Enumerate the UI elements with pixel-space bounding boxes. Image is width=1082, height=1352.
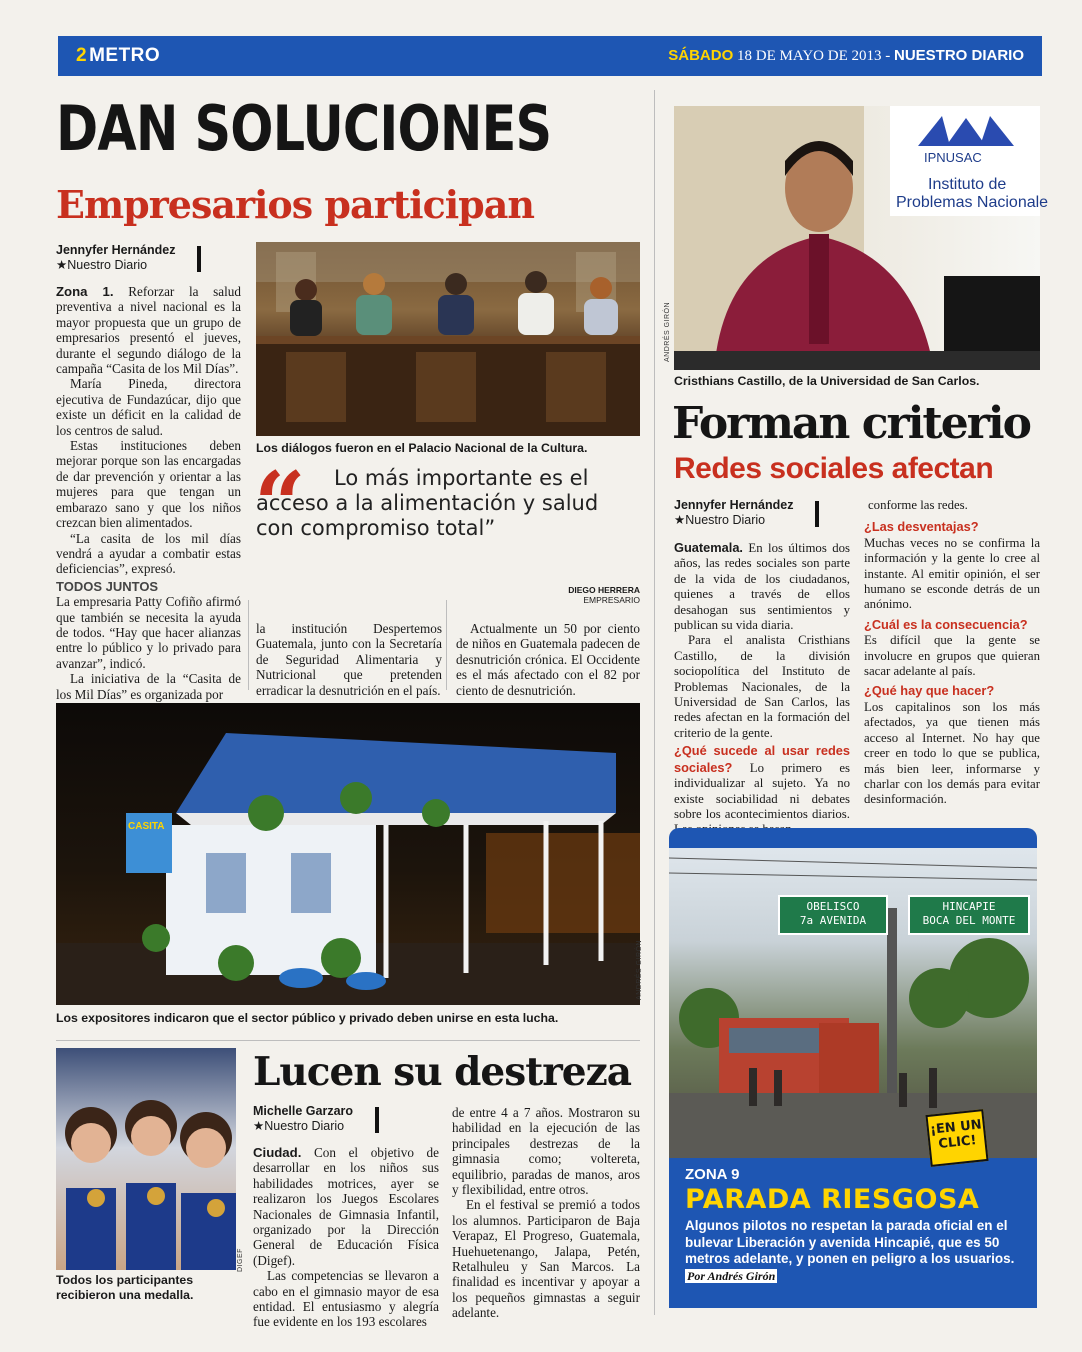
paragraph: la institución Despertemos Guatemala, junto con la Secretaría de Seguridad Alimentaria y Nutricional que pretenden erradicar la desnutrición en el país. (256, 621, 442, 698)
paragraph: Las competencias se llevaron a cabo en el gimnasio mayor de esa entidad. El entusiasmo y alegría fue evidente en los 193 escolares (253, 1268, 439, 1330)
photo-credit: DIGEF (237, 1248, 244, 1272)
star-icon: ★ (56, 258, 68, 272)
article-body-col3 (456, 621, 640, 698)
byline (253, 1104, 353, 1134)
interview-answer: Muchas veces no se confirma la información y la gente lo cree al instante. Al emitir opinión, el ser humano se esconde detrás de un anónimo. (864, 535, 1040, 612)
logo-abbreviation: IPNUSAC (924, 150, 982, 165)
paragraph: conforme las redes. (868, 498, 968, 512)
paragraph: Reforzar la salud preventiva a nivel nacional es la mayor propuesta que un grupo de empresarios presentó el jueves, durante el segundo diálogo de la campaña “Casita de los Mil Días”. (56, 284, 241, 377)
quote-author (440, 585, 640, 605)
subheadline: Redes sociales afectan (674, 452, 994, 485)
photo-credit: ANDRÉS GIRÓN (636, 939, 643, 1000)
column-divider (654, 90, 655, 1315)
paragraph: En los últimos dos años, las redes sociales son parte de la vida de los ciudadanos, quienes a través de ellos desahogan sus sentimientos y publican su vida diaria. (674, 541, 850, 633)
outlet-name: Nuestro Diario (685, 513, 766, 527)
sign-line: OBELISCO (806, 900, 860, 913)
gymnasts-photo-art (56, 1048, 236, 1270)
photo-credit: ANDRÉS GIRÓN (664, 301, 671, 362)
author-name: Michelle Garzaro (253, 1104, 354, 1118)
paragraph: “La casita de los mil días vendrá a ayudar a combatir estas deficiencias”, expresó. (56, 530, 241, 577)
outlet-name: Nuestro Diario (264, 1119, 345, 1133)
box-top-bar (669, 828, 1037, 850)
section-name: METRO (89, 45, 161, 66)
street-sign-left (781, 900, 885, 928)
byline-rule (375, 1107, 379, 1133)
house-photo-art (56, 703, 640, 1005)
sign-line: 7a AVENIDA (799, 914, 867, 927)
headline: DAN SOLUCIONES (56, 92, 552, 165)
pull-quote: Lo más importante es el acceso a la alimentación y salud con compromiso total” (256, 466, 599, 540)
author-name: Jennyfer Hernández (56, 243, 176, 257)
outlet-name: Nuestro Diario (67, 258, 148, 272)
outlet-line (56, 258, 175, 273)
house-sign: CASITA (128, 821, 165, 832)
brief-text: Algunos pilotos no respetan la parada oficial en el bulevar Liberación y avenida Hincapié, que es 50 metros adelante, y ponen en peligro a los usuarios. (685, 1218, 1015, 1266)
article-body (253, 1145, 439, 1330)
photo-caption: Los expositores indicaron que el sector público y privado deben unirse en esta lucha. (56, 1011, 559, 1025)
byline (674, 498, 793, 528)
outlet-line (253, 1119, 353, 1134)
paragraph: La iniciativa de la “Casita de los Mil Días” es organizada por (56, 671, 241, 702)
headline: Forman criterio (672, 398, 1030, 449)
panel-photo-art (256, 242, 640, 436)
byline (56, 243, 175, 273)
interview-answer: Lo primero es individualizar al sujeto. Ya no existe sociabilidad ni debates sobre los acontecimientos diarios. (674, 760, 850, 821)
article-body (674, 540, 850, 838)
paragraph: Para el analista Cristhians Castillo, de la división sociopolítica del Instituto de Problemas Nacionales, de la Universidad de San Carlos, las redes afectan en la formación del criterio de la gente. (674, 633, 850, 740)
issue-date (668, 47, 1024, 65)
sign-line: HINCAPIE (942, 900, 996, 913)
house-photo (56, 703, 640, 1005)
quote-author-name: DIEGO HERRERA (568, 585, 640, 595)
headline: Lucen su destreza (253, 1049, 631, 1095)
paragraph: Estas instituciones deben mejorar porque son las encargadas de dar prevención y orientar a las mujeres para que tengan un embarazo sano y que los niños crezcan bien alimentados. (56, 438, 241, 531)
gymnasts-photo (56, 1048, 236, 1270)
quote-author-role: EMPRESARIO (583, 595, 640, 605)
dateline: Zona 1. (56, 284, 114, 299)
portrait-photo (674, 106, 1040, 370)
brief-location: ZONA 9 (685, 1166, 740, 1183)
dateline: Guatemala. (674, 540, 743, 555)
interview-question: ¿Las desventajas? (864, 519, 979, 535)
star-icon: ★ (253, 1119, 265, 1133)
section-label (76, 45, 160, 67)
article-body-col2 (452, 1105, 640, 1321)
column-divider (248, 600, 249, 690)
issue-date-text: 18 DE MAYO DE 2013 - (737, 48, 891, 64)
byline-rule (197, 246, 201, 272)
interview-answer: Los capitalinos son los más afectados, ya que tienen más acceso al Internet. No hay que creer en todo lo que se publica, más bien leer, informarse y charlar con los demás para evitar desinformación. (864, 699, 1040, 807)
dateline: Ciudad. (253, 1145, 302, 1160)
star-icon: ★ (674, 513, 686, 527)
article-body (56, 284, 241, 702)
interview-question: ¿Qué hay que hacer? (864, 683, 995, 699)
subsection-title: TODOS JUNTOS (56, 578, 159, 594)
subheadline: Empresarios participan (56, 182, 534, 227)
sign-line: BOCA DEL MONTE (922, 914, 1016, 927)
issue-day: SÁBADO (668, 47, 734, 64)
brief-byline: Por Andrés Girón (687, 1268, 776, 1283)
paragraph: Actualmente un 50 por ciento de niños en Guatemala padecen de desnutrición crónica. El Occidente es el más afectado con el 82 por ciento de desnutrición. (456, 621, 640, 698)
byline-rule (815, 501, 819, 527)
paragraph: Con el objetivo de desarrollar en los niños sus habilidades motrices, ayer se realizaron los Juegos Escolares Nacionales de Gimnasia Infantil, organizado por la Dirección General de Educación Física (Digef). (253, 1145, 439, 1268)
paragraph: de entre 4 a 7 años. Mostraron su habilidad en la ejecución de las principales destrezas de la gimnasia como; voltereta, equilibrio, paradas de manos, aros y flexibilidad, entre otros. (452, 1105, 640, 1198)
interview-question: ¿Cuál es la consecuencia? (864, 616, 1028, 632)
author-name: Jennyfer Hernández (674, 498, 794, 512)
photo-caption: Los diálogos fueron en el Palacio Nacional de la Cultura. (256, 441, 588, 455)
panel-photo (256, 242, 640, 436)
paragraph: En el festival se premió a todos los alumnos. Participaron de Baja Verapaz, El Progreso, Guatemala, Huehuetenango, Jalapa, Petén, Retalhuleu y San Marcos. La finalidad es incentivar y apoyar a los pequeños gimnastas a seguir adelante. (452, 1197, 640, 1321)
section-header-bar (58, 36, 1042, 76)
en-un-clic-badge: ¡EN UN CLIC! (925, 1109, 988, 1167)
street-sign-right (911, 900, 1027, 928)
news-brief-box (669, 1158, 1037, 1308)
column-divider (446, 600, 447, 690)
logo-line: Instituto de (928, 176, 1007, 193)
paragraph: La empresaria Patty Cofiño afirmó que también se necesita la ayuda de todos. “Hay que hacer alianzas entre lo público y lo privado para avanzar”, indicó. (56, 594, 241, 671)
logo-name (896, 176, 1049, 212)
publication-name: NUESTRO DIARIO (893, 47, 1024, 64)
brief-body (685, 1218, 1025, 1284)
interview-answer: Es difícil que la gente se involucre en grupos que quieran sacar adelante al país. (864, 633, 1040, 679)
page-number: 2 (76, 45, 88, 66)
quote-mark: “ (254, 452, 306, 558)
photo-caption: Cristhians Castillo, de la Universidad de San Carlos. (674, 374, 980, 388)
interview-question: ¿Qué sucede al usar redes sociales? (674, 743, 850, 775)
outlet-line (674, 513, 793, 528)
article-body-col2 (256, 621, 442, 698)
brief-title: PARADA RIESGOSA (685, 1184, 980, 1215)
photo-caption: Todos los participantes recibieron una medalla. (56, 1273, 194, 1302)
section-divider (56, 1040, 640, 1041)
paragraph: María Pineda, directora ejecutiva de Fundazúcar, dijo que existe un déficit en la calidad de los centros de salud. (56, 376, 241, 438)
article-body-col2 (864, 498, 1040, 808)
logo-line: Problemas Nacionale (896, 194, 1049, 211)
